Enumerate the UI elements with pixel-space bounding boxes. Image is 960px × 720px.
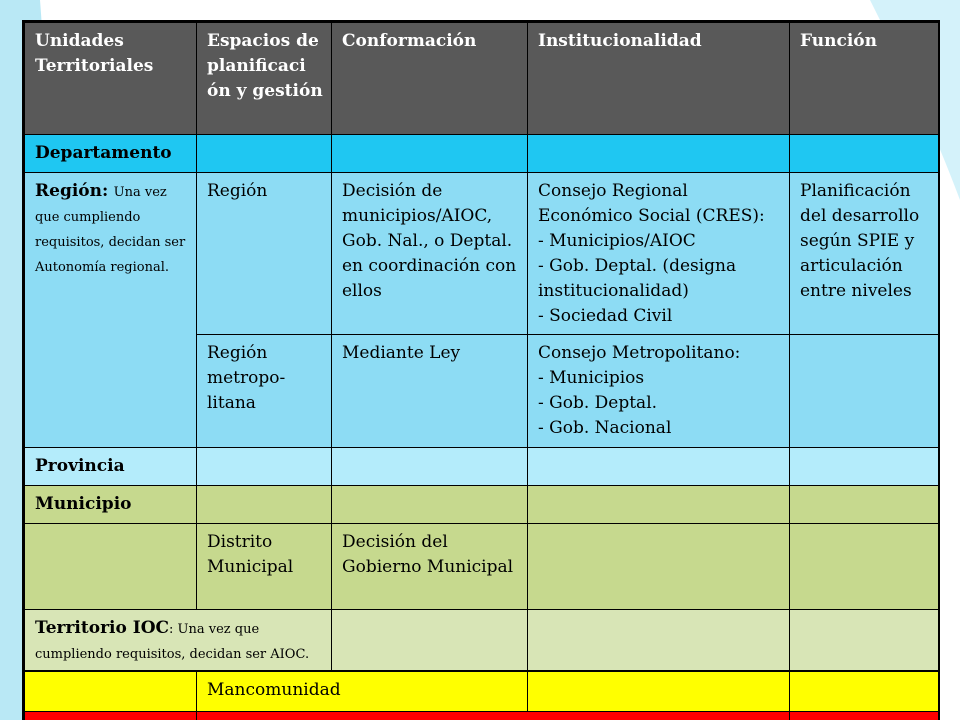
label-provincia: Provincia [25,448,197,486]
cell-empty [332,135,528,173]
cell-empty [528,671,790,711]
header-unidades-territoriales: Unidades Territoriales [25,23,197,135]
cell-mancomunidad-espacio: Mancomunidad [197,671,528,711]
cell-empty [790,610,941,672]
cell-empty [332,610,528,672]
cell-empty [790,335,941,448]
label-territorio-ioc: Territorio IOC [35,618,170,638]
row-provincia [25,448,941,486]
cell-empty [528,448,790,486]
cell-empty [790,524,941,610]
cell-empty [332,448,528,486]
region-inst-line: - Sociedad Civil [538,306,673,326]
cell-empty [790,448,941,486]
cell-metro-conformacion: Mediante Ley [332,335,528,448]
region-inst-line: Consejo Regional Económico Social (CRES): [538,181,765,226]
territorio-ioc-note: : Una vez que cumpliendo requisitos, decidan ser AIOC. [35,622,310,662]
row-departamento [25,135,941,173]
cell-empty [25,711,197,720]
metro-inst-line: Consejo Metropolitano: [538,343,741,363]
row-partial-red [25,711,941,720]
territorial-units-table-frame [22,20,940,720]
cell-empty [528,135,790,173]
header-espacios-planificacion: Espacios de planificaci ón y gestión [197,23,332,135]
cell-empty [790,135,941,173]
cell-empty [25,671,197,711]
cell-metro-institucionalidad [528,335,790,448]
cell-empty [528,610,790,672]
cell-empty [790,671,941,711]
cell-region-funcion: Planificación del desarrollo según SPIE y articulación entre niveles [790,173,941,335]
region-inst-line: - Municipios/AIOC [538,231,696,251]
cell-empty [528,486,790,524]
cell-region-espacio: Región [197,173,332,335]
cell-empty [332,486,528,524]
header-row [25,23,941,135]
cell-partial-text [197,711,790,720]
cell-region-conformacion: Decisión de municipios/AIOC, Gob. Nal., o Deptal. en coordinación con ellos [332,173,528,335]
cell-empty [25,524,197,610]
row-municipio [25,486,941,524]
header-conformacion: Conformación [332,23,528,135]
cell-distrito-conformacion: Decisión del Gobierno Municipal [332,524,528,610]
label-departamento: Departamento [25,135,197,173]
cell-region-unit [25,173,197,448]
header-funcion: Función [790,23,941,135]
cell-empty [197,135,332,173]
label-region: Región: [35,181,109,201]
cell-region-institucionalidad [528,173,790,335]
header-institucionalidad: Institucionalidad [528,23,790,135]
cell-empty [197,486,332,524]
cell-empty [197,448,332,486]
territorial-units-table [24,22,940,720]
cell-metro-espacio: Región metropo-litana [197,335,332,448]
region-inst-line: - Gob. Deptal. (designa institucionalidad) [538,256,737,301]
cell-empty [790,711,941,720]
region-note: Una vez que cumpliendo requisitos, decidan ser Autonomía regional. [35,185,186,275]
row-region [25,173,941,335]
row-mancomunidad [25,671,941,711]
metro-inst-line: - Gob. Deptal. [538,393,658,413]
label-municipio: Municipio [25,486,197,524]
row-distrito-municipal [25,524,941,610]
cell-territorio-ioc [25,610,332,672]
row-territorio-ioc [25,610,941,672]
cell-empty [528,524,790,610]
metro-inst-line: - Gob. Nacional [538,418,672,438]
cell-distrito-espacio: Distrito Municipal [197,524,332,610]
cell-empty [790,486,941,524]
metro-inst-line: - Municipios [538,368,645,388]
